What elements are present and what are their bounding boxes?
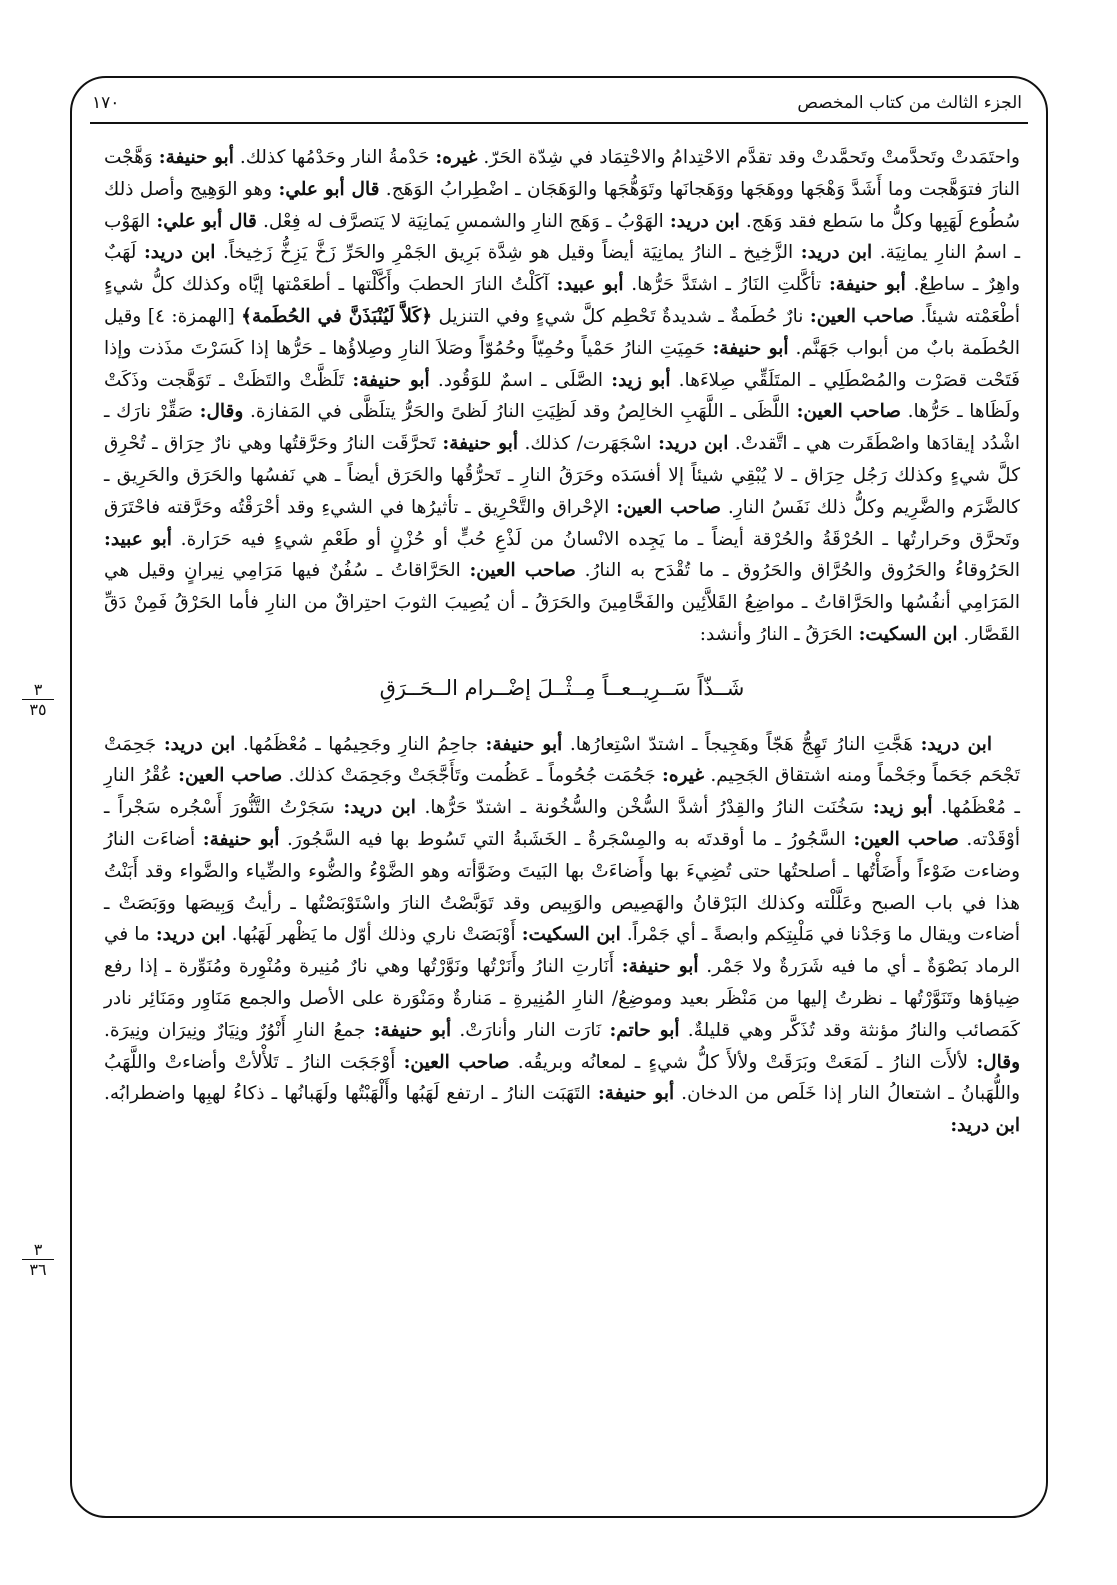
text-run: وهو الوَهِيج وأصل ذلك سُطُوع لَهَبِها وكلُّ ما سَطع فقد وَهَج. xyxy=(104,178,1020,232)
text-run: تَحرَّقَت النارُ وحَرَّقتُها وهي نارٌ حِرَاق ـ تُحْرِق كلَّ شيءٍ وكذلك رَجُل حِرَاق ـ لا يُبْقِي شيئاً إلا أفسَدَه وحَرَقُ النارِ ـ تَحرُّقُها والحَرَق أيضاً ـ هي نَفسُها والحَرَق والحَرِيق ـ كالضَّرَم والضَّرِيم وكلُّ ذلك نَفَسُ النارِ. xyxy=(104,433,1020,518)
page-header xyxy=(92,88,1022,118)
speaker-label: أبو حنيفة: xyxy=(442,433,518,455)
speaker-label: ابن دريد: xyxy=(658,433,729,455)
speaker-label: قال أبو علي: xyxy=(156,210,257,232)
speaker-label: صاحب العين: xyxy=(796,401,901,423)
text-run: حَمِيَتِ النارُ حَمْياً وحُمِيّاً وحُمُوّاً وصَلاَ النارِ وصِلاؤُها ـ حَرُّها إذا كَسَرْتَ مذَذت وإذا فَتَحْت قصَرْت والمُصْطَلِي ـ المتَلَقِّي صِلاءَها. xyxy=(104,337,1020,391)
text-run: نارٌ حُطَمةٌ ـ شديدةٌ تَحْطِم كلَّ شيءٍ وفي التنزيل xyxy=(432,305,810,327)
speaker-label: ابن السكيت: xyxy=(858,623,958,645)
text-run: جَحِمَتْ تَجْحَم جَحَماً وجَحْماً ومنه اشتقاق الجَحِيم. xyxy=(104,733,1020,787)
text-run: هَجَّتِ النارُ تَهِجُّ هَجّاً وهَجِيجاً ـ اشتدّ اسْتِعارُها. xyxy=(562,733,921,755)
margin-folio-note: ٣ ٣٦ xyxy=(22,1242,54,1277)
text-run: نَارَت النار وأنارَتْ. xyxy=(451,1019,610,1041)
speaker-label: أبو حاتم: xyxy=(609,1019,680,1041)
book-title: الجزء الثالث من كتاب المخصص xyxy=(797,93,1022,113)
speaker-label: ابن دريد: xyxy=(920,733,992,755)
speaker-label: وقال: xyxy=(199,401,244,423)
speaker-label: ﴿كَلاَّ لَيُنْبَذَنَّ في الحُطَمة﴾ xyxy=(241,305,433,327)
speaker-label: صاحب العين: xyxy=(616,496,721,518)
text-run: صَقِّرْ نارَك ـ اشْدُد إيقادَها واصْطَقَرت هي ـ اتَّقدتْ. xyxy=(104,401,1020,455)
text-run: السَّجُورُ ـ ما أوقدتَه به والمِسْجَرةُ ـ الخَشَبةُ التي تَسُوط بها فيه السَّجُورَ. xyxy=(279,828,854,850)
speaker-label: ابن دريد: xyxy=(669,210,740,232)
margin-folio-note: ٣ ٣٥ xyxy=(22,682,54,717)
text-run: أَوْجَجَت النارُ ـ تَلأْلأتْ وأضاءتْ واللَّهَبُ واللُّهَبانُ ـ اشتعالُ النار إذا خَلَص من الدخان. xyxy=(104,1051,1020,1105)
speaker-label: أبو حنيفة: xyxy=(352,369,430,391)
speaker-label: أبو زيد: xyxy=(611,369,671,391)
text-run: الزَّخِيخ ـ النارُ يمانِيَة أيضاً وقيل هو شِدَّة بَرِيق الجَمْرِ والحَرِّ زَخَّ يَزِخُّ زَخِيخاً. xyxy=(215,242,801,264)
text-run: الحَرُوقاءُ والحَرُوق والحُرَّاق والحَرُوق ـ ما تُقْدَح به النارُ. xyxy=(575,560,1020,582)
text-run: آكَلْتُ النارَ الحطبَ وأَكَّلْتها ـ أطعَمْتها إيَّاه وكذلك كلُّ شيءٍ أطْعَمْته شيئاً. xyxy=(104,274,1020,327)
speaker-label: أبو حنيفة: xyxy=(597,1083,675,1105)
header-rule xyxy=(90,122,1028,124)
text-run: أضاءَت النارُ وضاءت ضَوْءاً وأَضَأْتُها ـ أصلحتُها حتى تُضِيءَ بها وأَضاءَتْ بها البَيتَ وضَوَّأته وهو الضَّوْءُ والضُّوء والضِّياء والضَّواء وقد أَبَنْتُ هذا في باب الصبح وعَلَّلْته وكذلك البَرْقانُ والهَصِيص والوَبِيص وقد تَوَبَّصْتُ النارَ واسْتَوْبَصْتُها ـ رأيتُ وَبِيصَها ووَبَصَتْ ـ أضاءت ويقال ما وَجَدْنا في مَلْبِتِكم وابصةً ـ أي جَمْراً. xyxy=(104,828,1020,946)
speaker-label: ابن دريد: xyxy=(950,1115,1020,1137)
text-run: أَوْبَصَتْ ناري وذلك أوّل ما يَظْهر لَهَبُها. xyxy=(225,924,522,946)
text-run: سَخُنَت النارُ والقِدْرُ أشدَّ السُّخْن والسُّخُونة ـ اشتدّ حَرُّها. xyxy=(415,797,873,819)
text-run: ما في الرماد بَصْوَةٌ ـ أي ما فيه شَرَرةٌ ولا جَمْر. xyxy=(104,924,1020,978)
speaker-label: أبو عبيد: xyxy=(104,528,172,550)
main-text xyxy=(104,142,1020,1142)
speaker-label: أبو عبيد: xyxy=(556,274,624,296)
text-run: الهَوْب ـ اسمُ النارِ يمانِيَة. xyxy=(104,210,1020,264)
speaker-label: غيره: xyxy=(662,765,705,787)
speaker-label: أبو حنيفة: xyxy=(712,337,789,359)
page-number: ١٧٠ xyxy=(92,93,120,113)
speaker-label: ابن دريد: xyxy=(155,924,226,946)
text-run: [الهمزة: ٤] وقيل الحُطَمة بابٌ من أبواب جَهَنَّم. xyxy=(104,305,1020,359)
text-run: اسْجَهَرت/ كذلك. xyxy=(517,433,659,455)
text-run: حَدْمةُ النار وحَدْمُها كذلك. xyxy=(233,147,436,168)
speaker-label: ابن دريد: xyxy=(163,733,236,755)
text-run: أَنَارتِ النارُ وأَنَرْتُها ونَوَّرْتُها وهي نارٌ مُنِيرة ومُنْوِرة ومُنَوِّرة ـ إذا رفع ضِياؤها وتَنَوَّرْتُها ـ نظرتُ إليها من مَنْظَر بعيد وموضِعُ/ النارِ المُنِيرةِ ـ مَنارةٌ ومَنْوَرة على الأصل والجمع مَنَاوِر ومَنَائِر نادر كَمَصائب والنارُ مؤنثة وقد تُذَكَّر وهي قليلةٌ. xyxy=(104,956,1020,1041)
paragraph xyxy=(104,142,1020,651)
text-run: جَحُمَت جُحُوماً ـ عَظُمت وتَأَجَّجَتْ وجَحِمَتْ كذلك. xyxy=(282,765,663,787)
speaker-label: ابن السكيت: xyxy=(521,924,621,946)
speaker-label: وقال: xyxy=(976,1051,1021,1073)
text-run: جمعُ النارِ أَنْوُرٌ ونِيَارٌ ونِيرَان ونِيرَة. xyxy=(104,1019,374,1041)
text-run: سَجَرْتُ التَّنُّورَ أَسْجُره سَجْراً ـ أوْقَدْته. xyxy=(104,797,1021,850)
text-run: الإحْراق والتَّحْرِيق ـ تأثيرُها في الشيءِ وقد أحْرَقْتُه وحَرَّقته فاحْتَرَق وتَحرَّق وحَرارتُها ـ الحُرْقَةُ والحُرْقة أيضاً ـ ما يَجِده الانْسانُ من لَذْعِ حُبٍّ أو حُزْنٍ أو طَعْمِ شيءٍ فيه حَرَارة. xyxy=(104,496,1021,550)
text-run: الحَرَقُ ـ النارُ وأنشد: xyxy=(699,623,859,645)
text-run: تأكَّلتِ النَارُ ـ اشتَدَّ حَرُّها. xyxy=(623,274,829,296)
speaker-label: أبو حنيفة: xyxy=(158,147,234,168)
text-run: عُقْرُ النارِ ـ مُعْظَمُها. xyxy=(104,765,1020,819)
speaker-label: صاحب العين: xyxy=(469,560,576,582)
text-run: الحَرَّاقاتُ ـ سُفُنٌ فيها مَرَامِي نِيرانٍ وقيل هي المَرَامِي أنفُسُها والحَرَّاقاتُ ـ مواضِعُ القَلاَّئِين والفَحَّامِينَ والحَرَقُ ـ أن يُصِيبَ الثوبَ احتِراقٌ من النارِ فأما الحَرْقُ فَمِنْ دَقِّ القَصَّار. xyxy=(104,560,1020,645)
speaker-label: أبو حنيفة: xyxy=(621,956,699,978)
speaker-label: أبو حنيفة: xyxy=(828,274,906,296)
text-run: التَهَبَت النارُ ـ ارتفع لَهَبُها وأَلْهَبْتُها ولَهَبانُها ـ ذكاءُ لهبِها واضطرابُه. xyxy=(104,1083,598,1105)
speaker-label: صاحب العين: xyxy=(403,1051,510,1073)
text-run: الهَوْبُ ـ وَهَج النارِ والشمسِ يَمانِيَة لا يَتصرَّف له فِعْل. xyxy=(256,210,670,232)
speaker-label: ابن دريد: xyxy=(343,797,416,819)
poetry-verse: شَــذّاً سَــرِيــعــاً مِــثْــلَ إضْــرام الــحَــرَقِ xyxy=(379,675,745,700)
speaker-label: ابن دريد: xyxy=(800,242,873,264)
speaker-label: أبو حنيفة: xyxy=(485,733,563,755)
text-run: تَلَظَّتْ والتَظَتْ ـ تَوَهَّجت وذَكَتْ ولَظَاها ـ حَرُّها. xyxy=(104,369,1020,423)
text-run: اللَّظَى ـ اللَّهَبِ الخالِصُ وقد لَظِيَتِ النارُ لَظىً والحَرُّ يتلَظَّى في المَفازة. xyxy=(243,401,797,423)
paragraph xyxy=(104,729,1020,1142)
speaker-label: ابن دريد: xyxy=(143,242,216,264)
text-run: لَهَبٌ واهِرٌ ـ ساطِعٌ. xyxy=(104,242,1021,296)
speaker-label: قال أبو علي: xyxy=(278,178,380,200)
text-run: واحتَمَدتْ وتَحدَّمتْ وتَحمَّدتْ وقد تقدَّم الاحْتِدامُ والاحْتِمَاد في شِدّة الحَرّ. xyxy=(477,147,1020,168)
text-run: لألأَت النارُ ـ لَمَعَتْ وبَرَقَتْ ولألأَ كلُّ شيءٍ ـ لمعانُه وبريقُه. xyxy=(509,1051,977,1073)
speaker-label: أبو حنيفة: xyxy=(202,828,280,850)
speaker-label: غيره: xyxy=(435,147,478,168)
text-run: وَهَّجْت النارَ فتوَهَّجت وما أَشَدَّ وَهْجَها ووهَجَها ووَهَجانَها وتَوَهُّجَها والوَهَجَان ـ اضْطِرابُ الوَهَج. xyxy=(104,147,1020,200)
speaker-label: أبو زيد: xyxy=(872,797,933,819)
speaker-label: صاحب العين: xyxy=(853,828,959,850)
text-run: الصَّلَى ـ اسمٌ للوَقُود. xyxy=(429,369,612,391)
text-run: جاحِمُ النارِ وجَحِيمُها ـ مُعْظَمُها. xyxy=(235,733,486,755)
speaker-label: صاحب العين: xyxy=(809,305,914,327)
speaker-label: أبو حنيفة: xyxy=(373,1019,452,1041)
speaker-label: صاحب العين: xyxy=(178,765,283,787)
